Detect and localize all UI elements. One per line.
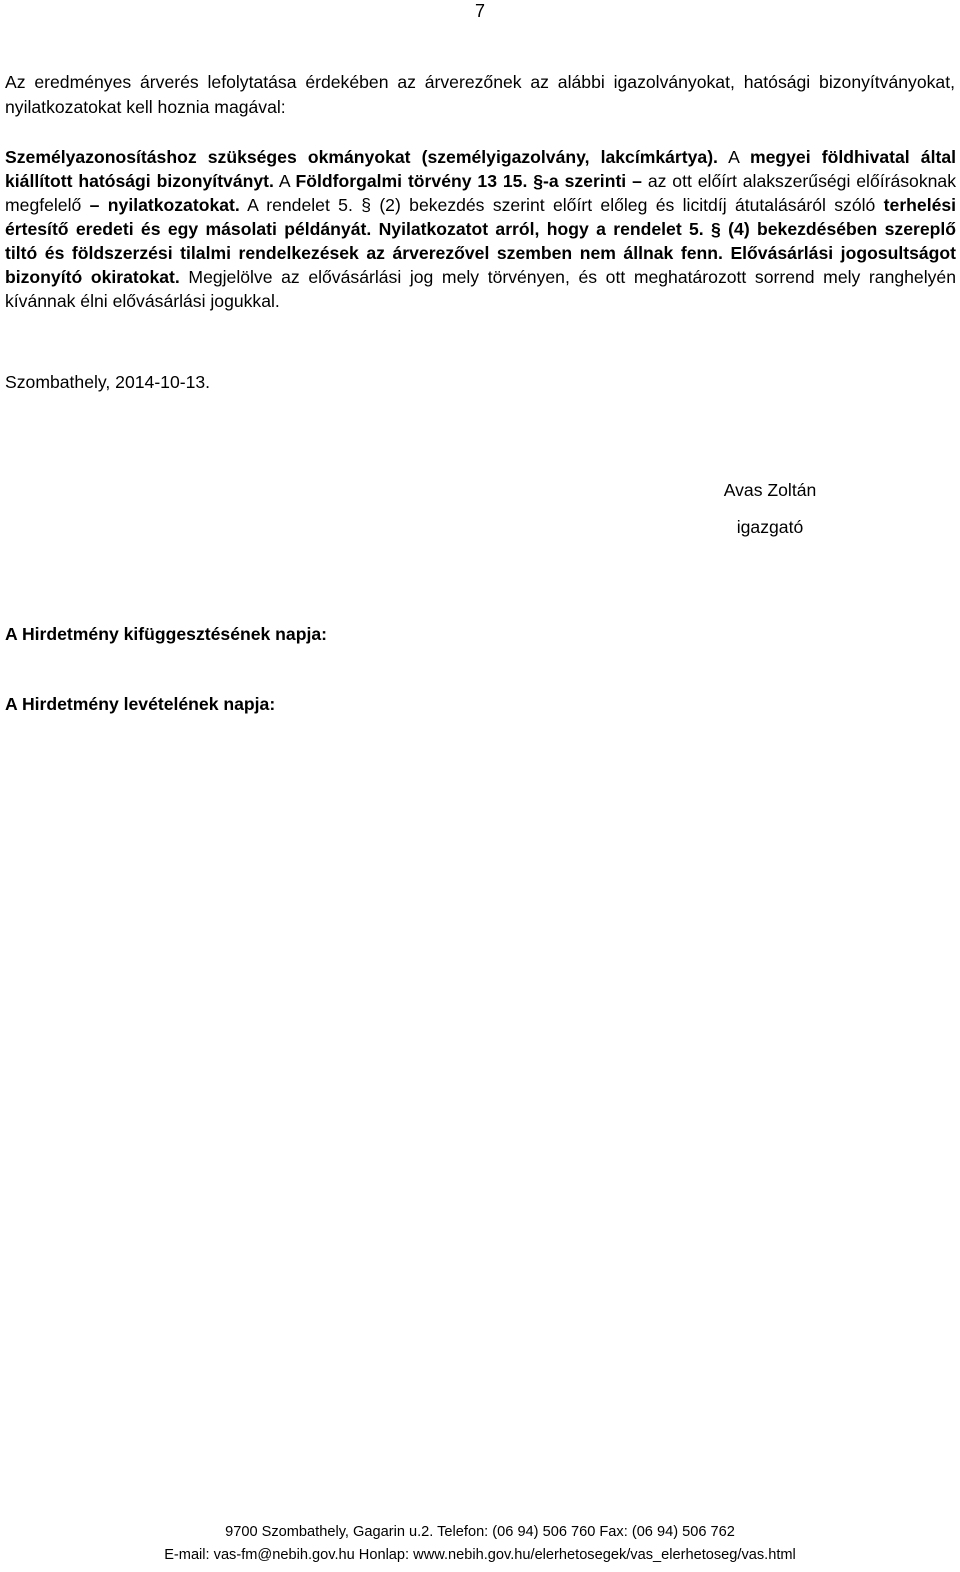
intro-paragraph: Az eredményes árverés lefolytatása érdekében az árverezőnek az alábbi igazolványokat, hatósági bizonyítványokat, nyilatkozatokat kell hoznia magával: [5, 72, 955, 117]
requirement-preemption-documents: Elővásárlási jogosultságot bizonyító okiratokat. [5, 243, 957, 287]
requirement-text: A [278, 171, 290, 191]
requirement-text: az ott előírt alakszerűségi előírásoknak megfelelő [5, 171, 957, 215]
removal-date-label: A Hirdetmény levételének napja: [5, 694, 276, 714]
requirement-preemption-note: Megjelölve az elővásárlási jog mely törvényen, és ott meghatározott sorrend mely ranghelyén kívánnak élni elővásárlási jogukkal. [5, 267, 956, 311]
requirement-land-office-certificate: megyei földhivatal által kiállított hatósági bizonyítványt. [5, 147, 956, 191]
requirement-law-reference: Földforgalmi törvény 13 15. [295, 171, 528, 191]
dash: – [89, 195, 100, 215]
section-sign: § [711, 219, 721, 239]
requirement-declaration-restrictions: Nyilatkozatot arról, hogy a rendelet 5. [378, 219, 704, 239]
place-date: Szombathely, 2014-10-13. [5, 372, 211, 392]
requirement-text: (2) bekezdés szerint előírt előleg és licitdíj átutalásáról szóló [379, 195, 876, 215]
footer-address: 9700 Szombathely, Gagarin u.2. Telefon: (06 94) 506 760 Fax: (06 94) 506 762 [225, 1524, 735, 1540]
section-sign: § [533, 171, 544, 191]
requirements-paragraph [5, 145, 956, 313]
signatory-name: Avas Zoltán [723, 480, 817, 500]
footer-contact: E-mail: vas-fm@nebih.gov.hu Honlap: www.nebih.gov.hu/elerhetosegek/vas_elerhetoseg/vas.html [164, 1547, 796, 1563]
signatory-title: igazgató [736, 517, 804, 537]
requirement-text: A rendelet 5. [247, 195, 353, 215]
requirement-text: A [728, 147, 739, 167]
requirement-declaration-restrictions-cont: (4) bekezdésében szereplő tiltó és földszerzési tilalmi rendelkezések az árverezővel szemben nem állnak fenn. [5, 219, 957, 263]
section-sign: § [361, 195, 371, 215]
requirement-law-reference-suffix: -a szerinti [543, 171, 627, 191]
page-number: 7 [474, 1, 485, 21]
dash: – [632, 171, 642, 191]
requirement-id-documents: Személyazonosításhoz szükséges okmányokat (személyigazolvány, lakcímkártya). [5, 147, 718, 167]
requirement-debit-notice: terhelési értesítő eredeti és egy másolati példányát. [5, 195, 957, 239]
posting-date-label: A Hirdetmény kifüggesztésének napja: [5, 624, 327, 644]
requirement-declarations: nyilatkozatokat. [107, 195, 240, 215]
